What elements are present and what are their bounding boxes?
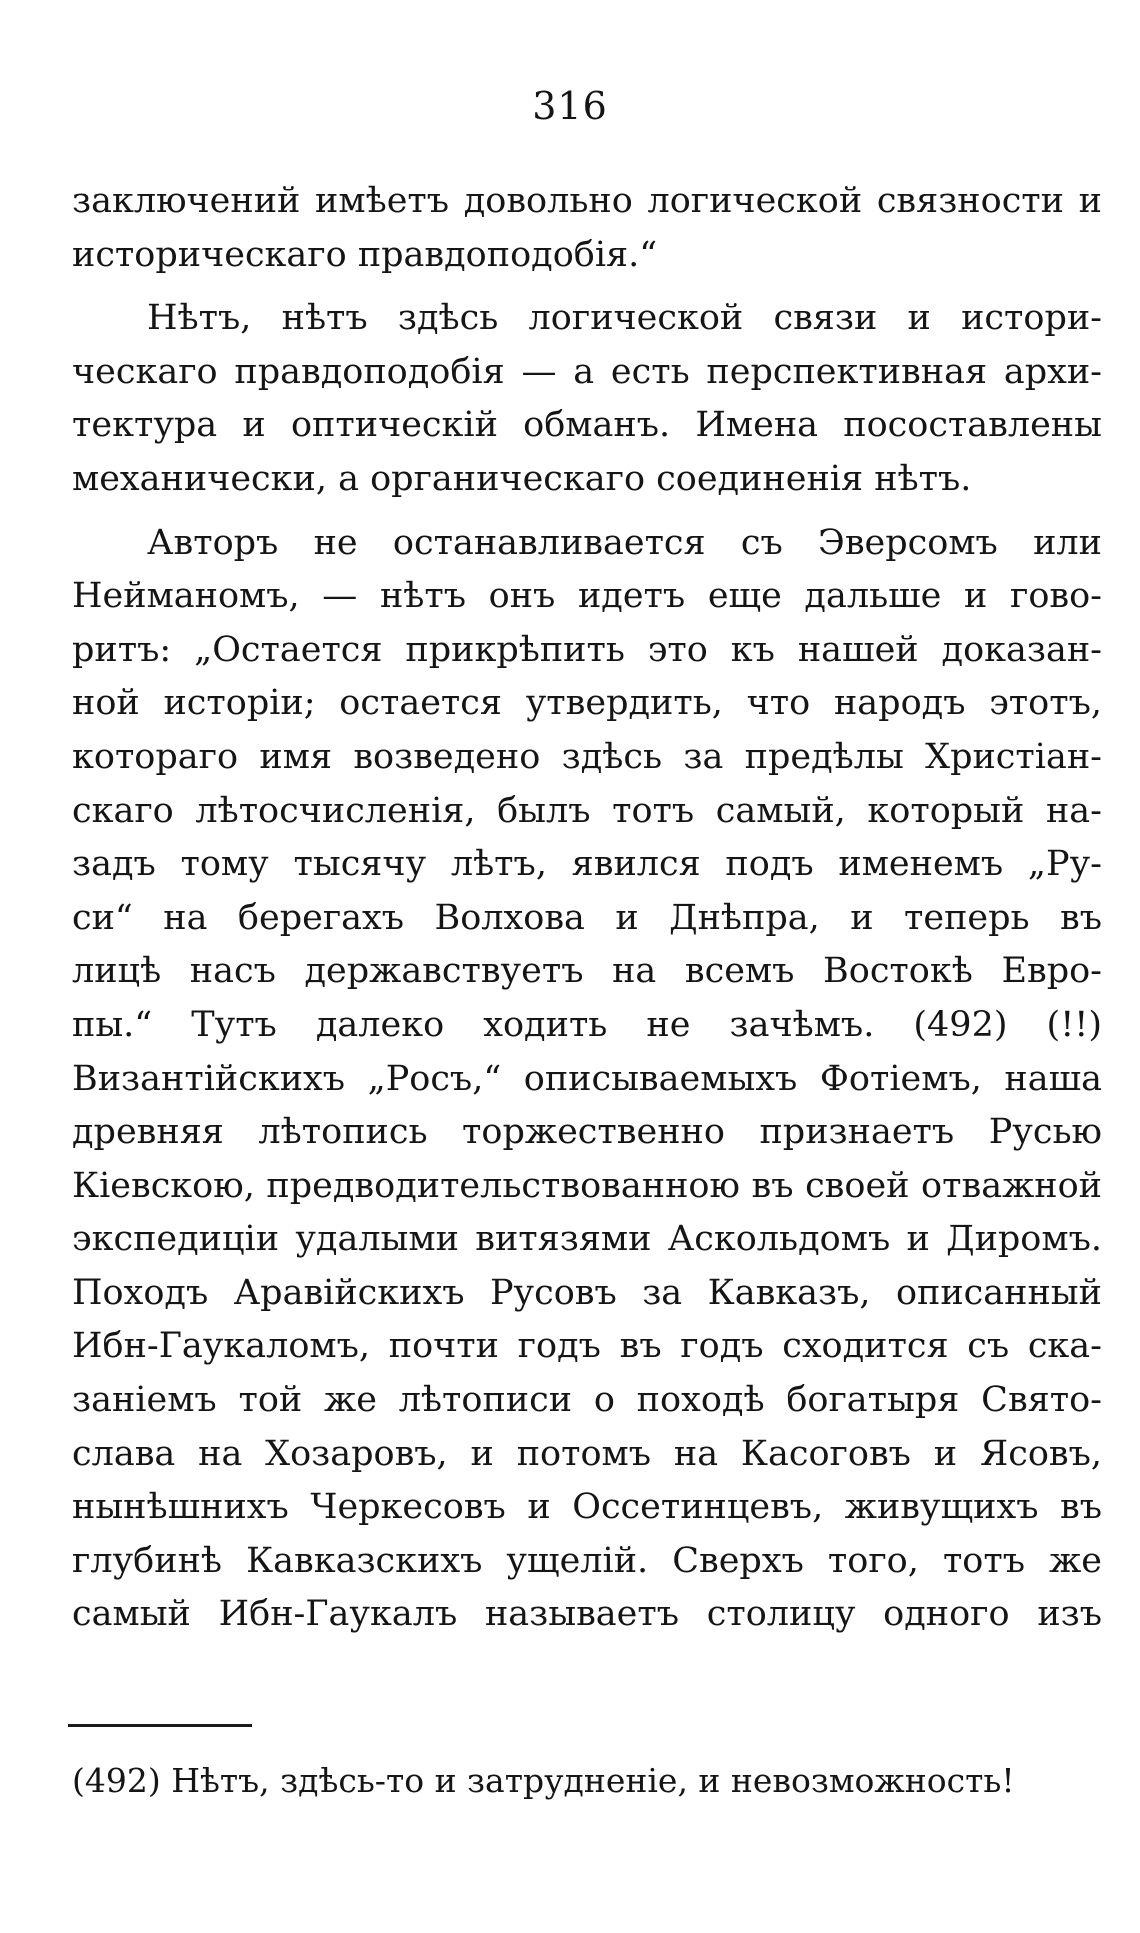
text-line: Ибн-Гаукаломъ, почти годъ въ годъ сходится съ ска- [72,1326,1102,1367]
text-line: си“ на берегахъ Волхова и Днѣпра, и теперь въ [72,897,1102,938]
text-line: глубинѣ Кавказскихъ ущелій. Сверхъ того, тотъ же [72,1540,1102,1581]
text-line: ной исторіи; остается утвердить, что народъ этотъ, [72,683,1102,724]
footnote: (492) Нѣтъ, здѣсь-то и затрудненіе, и невозможность! [72,1761,1015,1800]
text-line: Нѣтъ, нѣтъ здѣсь логической связи и истори- [147,298,1102,339]
text-line: самый Ибн-Гаукалъ называетъ столицу одного изъ [72,1594,1102,1635]
text-line: ческаго правдоподобія — а есть перспективная архи- [72,351,1102,392]
paragraph-2 [72,292,1102,506]
text-line: заніемъ той же лѣтописи о походѣ богатыря Свято- [72,1380,1102,1421]
footnote-separator [68,1724,252,1727]
paragraph-3 [72,517,1102,1642]
text-line: экспедиціи удалыми витязями Аскольдомъ и Диромъ. [72,1219,1102,1260]
text-line: Авторъ не останавливается съ Эверсомъ или [147,522,1102,563]
body-text [72,175,1102,1642]
text-line: скаго лѣтосчисленія, былъ тотъ самый, который на- [72,790,1102,831]
paragraph-1 [72,175,1102,282]
text-line: древняя лѣтопись торжественно признаетъ Русью [72,1112,1102,1153]
text-line: нынѣшнихъ Черкесовъ и Оссетинцевъ, живущихъ въ [72,1487,1102,1528]
text-line: Нейманомъ, — нѣтъ онъ идетъ еще дальше и гово- [72,576,1102,617]
text-line: котораго имя возведено здѣсь за предѣлы Христіан- [72,736,1102,777]
text-line: пы.“ Тутъ далеко ходить не зачѣмъ. (492) (!!) [72,1004,1102,1045]
text-line: историческаго правдоподобія.“ [72,234,658,275]
text-line: ритъ: „Остается прикрѣпить это къ нашей доказан- [72,629,1102,670]
text-line: тектура и оптическій обманъ. Имена посоставлены [72,405,1102,446]
text-line: Походъ Аравійскихъ Русовъ за Кавказъ, описанный [72,1272,1102,1313]
text-line: задъ тому тысячу лѣтъ, явился подъ именемъ „Ру- [72,844,1102,885]
text-line: лицѣ насъ державствуетъ на всемъ Востокѣ Евро- [72,951,1102,992]
text-line: слава на Хозаровъ, и потомъ на Касоговъ и Ясовъ, [72,1433,1102,1474]
text-line: Кіевскою, предводительствованною въ своей отважной [72,1165,1102,1206]
page-number: 316 [532,84,608,128]
text-line: механически, а органическаго соединенія нѣтъ. [72,458,972,499]
text-line: заключений имѣетъ довольно логической связности и [72,181,1102,221]
text-line: Византійскихъ „Росъ,“ описываемыхъ Фотіемъ, наша [72,1058,1102,1099]
